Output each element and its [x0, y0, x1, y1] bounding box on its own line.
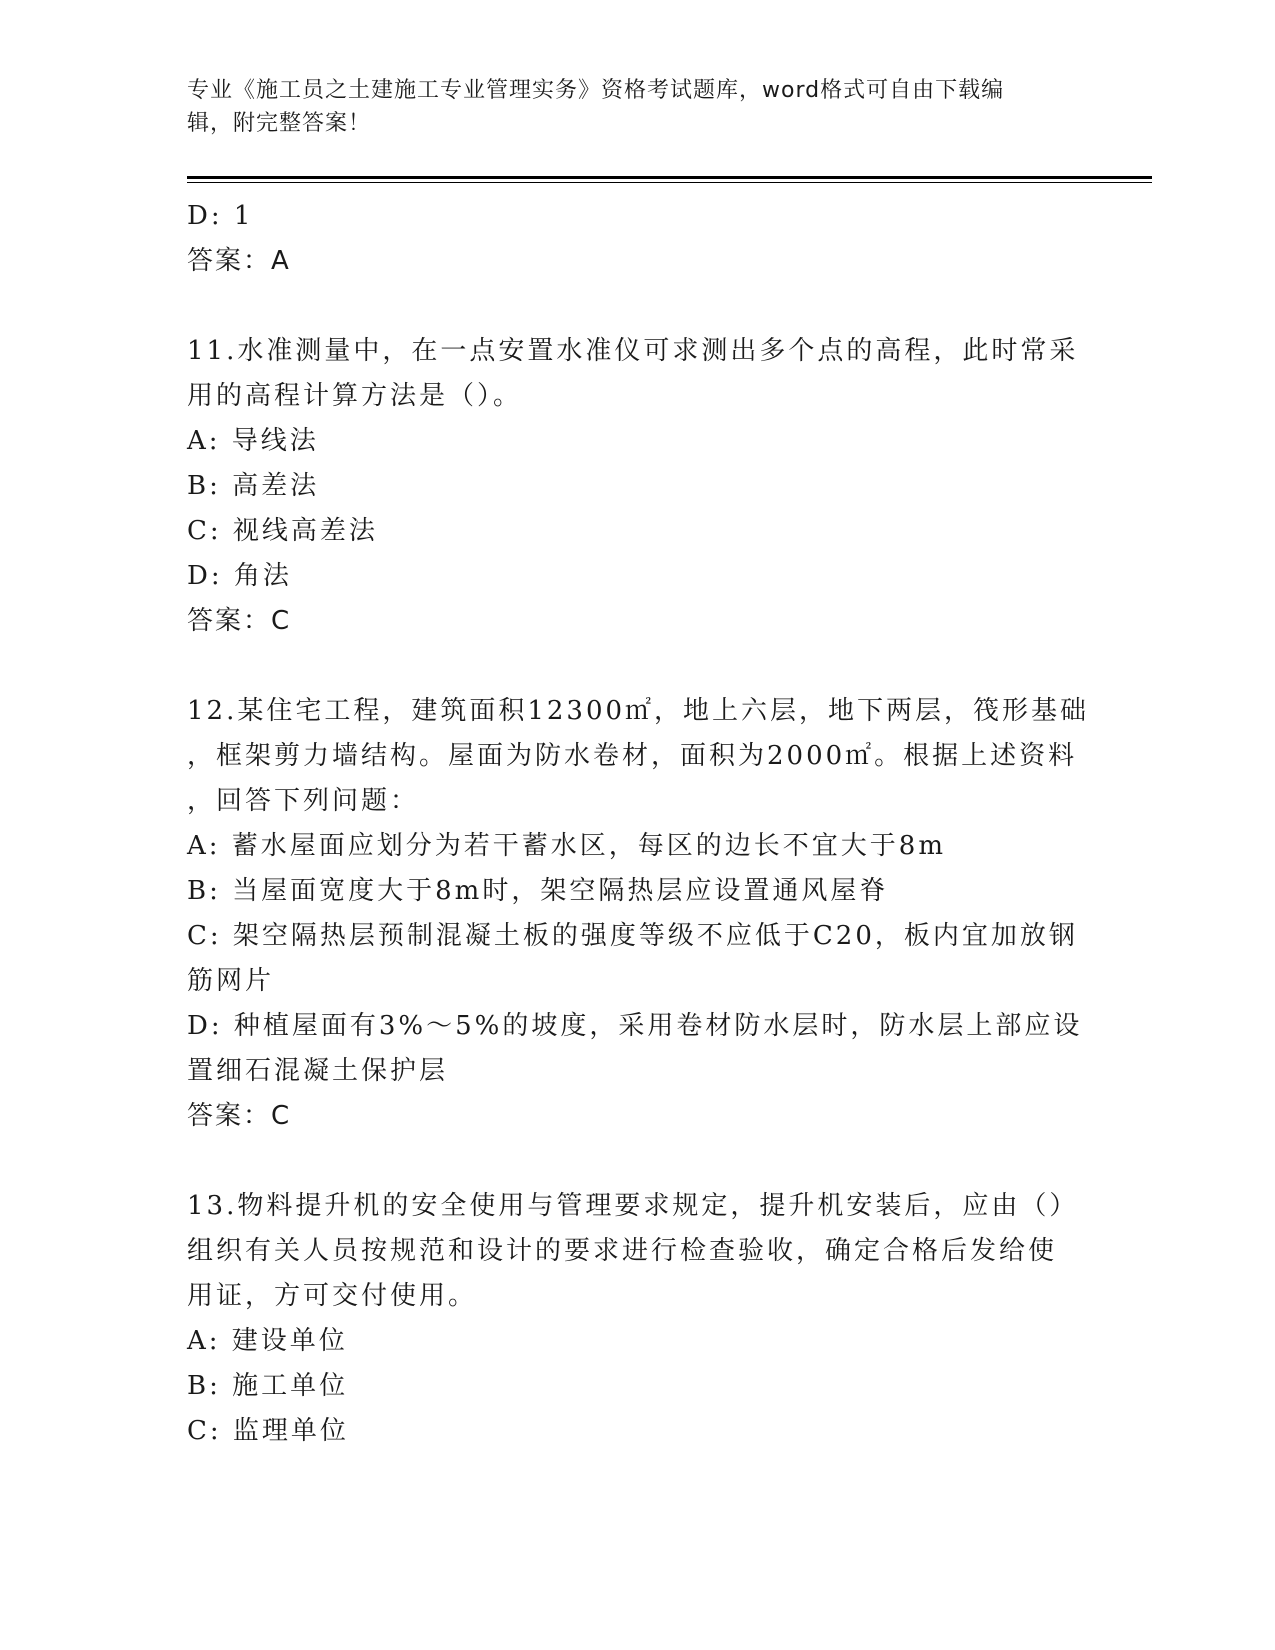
prev-answer: 答案：A [187, 246, 291, 276]
header-divider-thick [187, 176, 1152, 179]
q13-stem-line-3: 用证，方可交付使用。 [187, 1281, 478, 1311]
spacer [187, 644, 1087, 689]
q13-option-c: C: 监理单位 [187, 1416, 349, 1446]
spacer [187, 284, 1087, 329]
prev-option-d: D: 1 [187, 201, 254, 231]
q13-option-b: B: 施工单位 [187, 1371, 349, 1401]
spacer [187, 1139, 1087, 1184]
q11-option-d: D: 角法 [187, 561, 292, 591]
q13-stem-line-2: 组织有关人员按规范和设计的要求进行检查验收，确定合格后发给使 [187, 1236, 1058, 1266]
header-divider-thin [187, 182, 1152, 183]
q12-option-a: A: 蓄水屋面应划分为若干蓄水区，每区的边长不宜大于8m [187, 831, 946, 861]
q11-option-b: B: 高差法 [187, 471, 320, 501]
q11-answer: 答案：C [187, 606, 292, 636]
q11-stem-line-2: 用的高程计算方法是（）。 [187, 381, 523, 411]
q12-option-d-line-2: 置细石混凝土保护层 [187, 1056, 449, 1086]
q11-option-c: C: 视线高差法 [187, 516, 378, 546]
q12-option-d-line-1: D: 种植屋面有3%～5%的坡度，采用卷材防水层时，防水层上部应设 [187, 1011, 1083, 1041]
q12-option-c-line-1: C: 架空隔热层预制混凝土板的强度等级不应低于C20，板内宜加放钢 [187, 921, 1078, 951]
question-list [187, 194, 1090, 1454]
q12-option-b: B: 当屋面宽度大于8m时，架空隔热层应设置通风屋脊 [187, 876, 889, 906]
document-header [187, 74, 1067, 140]
q13-option-a: A: 建设单位 [187, 1326, 348, 1356]
q11-stem-line-1: 11.水准测量中，在一点安置水准仪可求测出多个点的高程，此时常采 [187, 336, 1079, 366]
q12-stem-line-1: 12.某住宅工程，建筑面积12300㎡，地上六层，地下两层，筏形基础 [187, 696, 1090, 726]
q12-stem-line-3: ，回答下列问题： [187, 786, 420, 816]
header-line-2: 辑，附完整答案！ [187, 111, 372, 136]
header-line-1: 专业《施工员之土建施工专业管理实务》资格考试题库，word格式可自由下载编 [187, 78, 1005, 103]
q11-option-a: A: 导线法 [187, 426, 319, 456]
q12-stem-line-2: ，框架剪力墙结构。屋面为防水卷材，面积为2000㎡。根据上述资料 [187, 741, 1078, 771]
q12-answer: 答案：C [187, 1101, 292, 1131]
q13-stem-line-1: 13.物料提升机的安全使用与管理要求规定，提升机安装后，应由（） [187, 1191, 1079, 1221]
q12-option-c-line-2: 筋网片 [187, 966, 275, 996]
